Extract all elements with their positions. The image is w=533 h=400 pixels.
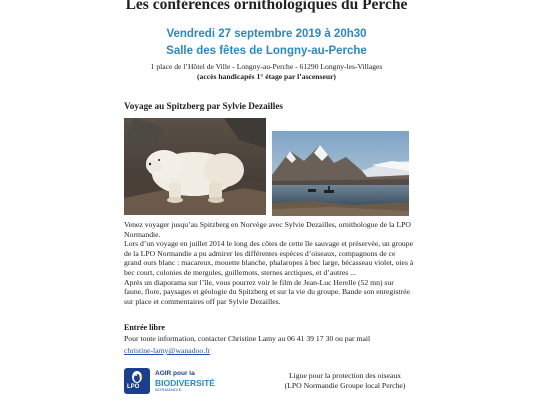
- logo-line-1: AGIR pour la: [155, 370, 195, 377]
- logo-line-3: NORMANDIE: [155, 388, 182, 392]
- contact-email-link[interactable]: christine-lamy@wanadoo.fr: [124, 346, 211, 355]
- description-paragraph-1: Venez voyager jusqu’au Spitzberg en Norvège avec Sylvie Dezailles, ornithologue de la LPO Normandie.: [124, 220, 411, 239]
- logo-lpo-text: LPO: [127, 384, 140, 390]
- logo-line-2: BIODIVERSITÉ: [155, 378, 215, 388]
- event-date: Vendredi 27 septembre 2019 à 20h30: [166, 28, 367, 40]
- event-description: [124, 220, 414, 306]
- arctic-fjord-photo: [272, 131, 409, 216]
- event-venue: Salle des fêtes de Longny-au-Perche: [166, 45, 367, 57]
- organization-footer: [270, 371, 420, 390]
- description-paragraph-2: Lors d’un voyage en juillet 2014 le long des côtes de cette île sauvage et préservée, un groupe de la LPO Normandie a pu admirer les différentes espèces d’oiseaux, compagnons de ce grand ours blanc : macareux, mouette blanche, phalaropes à bec large, bécasseau violet, oies à bec court, colonies de mergules, guillemots, sternes arctiques, et d’autres ...: [124, 239, 414, 277]
- contact-info: Pour toute information, contacter Christine Lamy au 06 41 39 17 30 ou par mail: [124, 334, 371, 343]
- free-entry-label: Entrée libre: [124, 323, 165, 332]
- footer-line-1: Ligue pour la protection des oiseaux: [288, 371, 402, 380]
- lpo-bird-icon: [124, 368, 150, 394]
- description-paragraph-3: Après un diaporama sur l’île, vous pourrez voir le film de Jean-Luc Herelle (52 mn) sur faune, flore, paysages et géologie du Spitzberg et sur la vie du groupe. Bande son enregistrée sur place et commentaires off par Sylvie Dezailles.: [124, 277, 410, 306]
- accessibility-note: (accès handicapés 1° étage par l’ascenseur): [197, 72, 336, 81]
- page-title: Les conférences ornithologiques du Perche: [125, 0, 408, 13]
- talk-title: Voyage au Spitzberg par Sylvie Dezailles: [124, 101, 283, 111]
- polar-bear-photo: [124, 118, 266, 215]
- lpo-logo: [124, 368, 244, 396]
- event-address: 1 place de l’Hôtel de Ville - Longny-au-Perche - 61290 Longny-les-Villages: [150, 62, 383, 71]
- footer-line-2: (LPO Normandie Groupe local Perche): [284, 380, 406, 390]
